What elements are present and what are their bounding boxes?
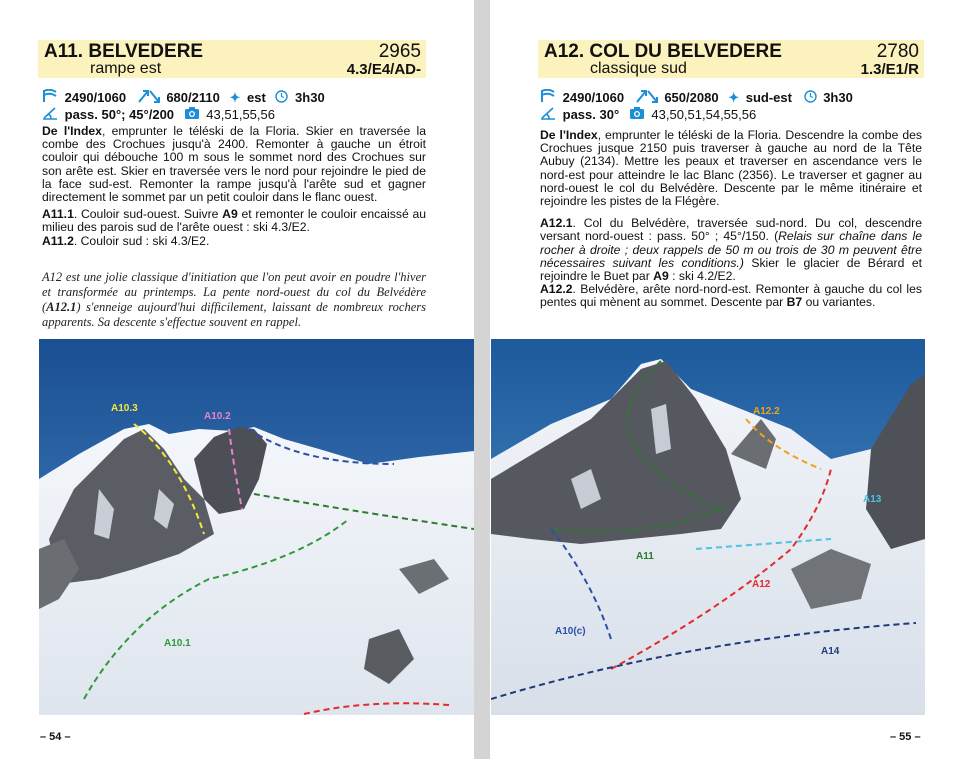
- variant-code: A11.1: [42, 207, 74, 222]
- start-point: De l'Index: [540, 128, 598, 142]
- mountain-photo: [39, 339, 474, 715]
- variant-text: . Couloir sud : ski 4.3/E2.: [73, 233, 210, 248]
- route-label: A13: [863, 494, 882, 505]
- stats-row-1: [42, 89, 325, 106]
- photos-value: 43,51,55,56: [206, 107, 275, 123]
- time-value: 3h30: [823, 90, 853, 106]
- route-ref: A12.1: [46, 300, 77, 314]
- clock-icon: [275, 90, 288, 106]
- route-title-bar: [538, 40, 924, 78]
- page-number: – 54 –: [40, 731, 71, 743]
- route-label: A10(c): [555, 626, 586, 637]
- slope-icon: [540, 106, 556, 123]
- lift-value: 2490/1060: [64, 90, 127, 106]
- lift-icon: [42, 89, 58, 106]
- route-altitude: 2965: [378, 41, 421, 62]
- camera-icon: [184, 107, 200, 122]
- page-left: [0, 0, 474, 759]
- route-ref: A9: [222, 207, 238, 222]
- aspect-star-icon: ✦: [229, 89, 241, 105]
- aspect-value: est: [247, 90, 266, 106]
- route-grade: 4.3/E4/AD-: [346, 61, 421, 78]
- start-point: De l'Index: [42, 124, 102, 138]
- variant-code: A12.2: [540, 282, 573, 297]
- ascent-icon: [138, 89, 160, 106]
- clock-icon: [804, 90, 817, 106]
- route-title-bar: [38, 40, 426, 78]
- route-label: A10.3: [111, 403, 138, 414]
- aspect-value: sud-est: [745, 90, 792, 106]
- route-subtitle: classique sud: [590, 60, 687, 77]
- route-label: A12.2: [753, 406, 780, 417]
- time-value: 3h30: [295, 90, 325, 106]
- route-label: A10.2: [204, 411, 231, 422]
- route-label: A14: [821, 646, 840, 657]
- slope-value: pass. 30°: [562, 107, 620, 123]
- variant-text: ou variantes.: [802, 295, 876, 310]
- route-description: [42, 125, 426, 252]
- variant-note: Relais sur chaîne dans le rocher à droite ; deux rappels de 50 m ou trois de 30 m peuvent être nécessaires suivant les conditions.): [540, 229, 922, 270]
- route-commentary: [42, 270, 426, 330]
- climb-value: 680/2110: [166, 90, 220, 106]
- route-description: [540, 129, 922, 314]
- variant-code: A12.1: [540, 216, 573, 231]
- route-label: A10.1: [164, 638, 191, 649]
- page-number: – 55 –: [890, 731, 921, 743]
- route-subtitle: rampe est: [90, 60, 162, 77]
- description-text: , emprunter le téléski de la Floria. Descendre la combe des Crochues jusque 2150 puis traverser à gauche au nord de la Tête Aubuy (2134). Mettre les peaux et traverser en ascendance vers le nord-est pour atteindre le lac Blanc (2356). Le traverser et gagner au nord-ouest le col du Belvédère. Descente par le même itinéraire et rejoindre les pistes de la Flégère.: [540, 128, 922, 209]
- mountain-photo: [491, 339, 925, 715]
- aspect-star-icon: ✦: [728, 89, 740, 105]
- slope-value: pass. 50°; 45°/200: [64, 107, 175, 123]
- stats-row-1: [540, 89, 853, 106]
- page-right: [490, 0, 964, 759]
- climb-value: 650/2080: [664, 90, 719, 106]
- stats-row-2: [540, 106, 756, 123]
- variant-text: . Couloir sud-ouest. Suivre: [73, 207, 223, 222]
- commentary-text: ) s'enneige aujourd'hui difficilement, laissant de nombreux rochers apparents. Sa descente s'effectue souvent en rappel.: [42, 300, 426, 329]
- stats-row-2: [42, 106, 275, 123]
- variant-text: . Col du Belvédère, traversée sud-nord. Du col, descendre versant nord-ouest : pass. 50° ; 45°/150. (: [540, 216, 922, 244]
- ascent-icon: [636, 89, 658, 106]
- route-title: A12. COL DU BELVEDERE: [544, 41, 782, 62]
- lift-value: 2490/1060: [562, 90, 625, 106]
- route-ref: B7: [786, 295, 803, 310]
- variant-text: et remonter le couloir encaissé au milieu des parois sud de l'arête ouest : ski 4.3/E2.: [42, 207, 426, 235]
- route-altitude: 2780: [876, 41, 919, 62]
- lift-icon: [540, 89, 556, 106]
- commentary-text: A12 est une jolie classique d'initiation que l'on peut avoir en poudre l'hiver et transformée au printemps. La pente nord-ouest du col du Belvédère (: [42, 270, 426, 314]
- camera-icon: [629, 107, 645, 122]
- variant-text: : ski 4.2/E2.: [668, 269, 736, 284]
- variant-text: Skier le glacier de Bérard et rejoindre le Buet par: [540, 255, 922, 284]
- route-title: A11. BELVEDERE: [44, 41, 204, 62]
- route-label: A11: [636, 551, 654, 562]
- description-text: , emprunter le téléski de la Floria. Skier en traversée la combe des Crochues jusqu'à 2400. Remonter à gauche un étroit couloir qui débouche 100 m sous le sommet nord des Crochues sur son arête est. Skier en traversée vers le nord pour rejoindre le pied de la face sud-est. Remonter la rampe jusqu'à l'arête sud et gagner directement le sommet par un petit couloir dans le flanc ouest.: [42, 124, 426, 205]
- variant-text: . Belvédère, arête nord-nord-est. Remonter à gauche du col les pentes qui mènent au sommet. Descente par: [540, 282, 922, 310]
- route-ref: A9: [653, 269, 669, 284]
- slope-icon: [42, 106, 58, 123]
- variant-code: A11.2: [42, 233, 74, 248]
- route-label: A12: [752, 579, 771, 590]
- route-grade: 1.3/E1/R: [860, 61, 919, 78]
- photos-value: 43,50,51,54,55,56: [651, 107, 757, 123]
